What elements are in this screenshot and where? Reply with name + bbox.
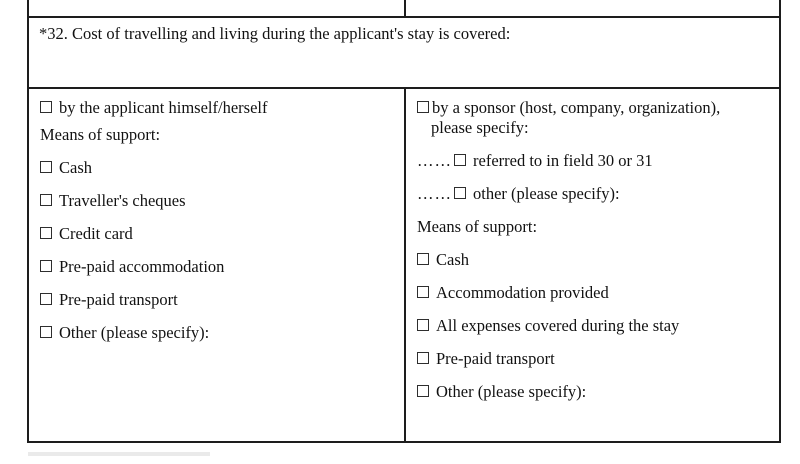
checkbox-cash-left-icon[interactable] [40, 161, 52, 173]
option-by-applicant-label: by the applicant himself/herself [59, 98, 268, 117]
checkbox-cash-right-icon[interactable] [417, 253, 429, 265]
option-other-right[interactable] [417, 382, 771, 402]
dotted-prefix: …… [417, 151, 452, 170]
applicant-column [29, 89, 406, 441]
option-prepaid-accommodation[interactable] [40, 257, 396, 277]
checkbox-by-applicant-icon[interactable] [40, 101, 52, 113]
option-other-left[interactable] [40, 323, 396, 343]
checkbox-other-right-icon[interactable] [417, 385, 429, 397]
field-32-title: *32. Cost of travelling and living during the applicant's stay is covered: [39, 24, 511, 43]
checkbox-prepaid-transport-right-icon[interactable] [417, 352, 429, 364]
means-of-support-label-left: Means of support: [40, 125, 161, 144]
option-cash-right-label: Cash [436, 250, 469, 269]
option-prepaid-transport-right[interactable] [417, 349, 771, 369]
option-referred-field-30-31[interactable] [417, 151, 771, 171]
checkbox-prepaid-transport-left-icon[interactable] [40, 293, 52, 305]
option-sponsor-other-specify[interactable] [417, 184, 771, 204]
sponsor-column [406, 89, 779, 441]
option-sponsor-other-label: other (please specify): [473, 184, 620, 203]
checkbox-sponsor-other-icon[interactable] [454, 187, 466, 199]
checkbox-prepaid-accommodation-icon[interactable] [40, 260, 52, 272]
option-travellers-cheques-label: Traveller's cheques [59, 191, 186, 210]
checkbox-all-expenses-icon[interactable] [417, 319, 429, 331]
checkbox-referred-icon[interactable] [454, 154, 466, 166]
option-credit-card[interactable] [40, 224, 396, 244]
option-all-expenses-label: All expenses covered during the stay [436, 316, 680, 335]
means-of-support-label-right: Means of support: [417, 217, 538, 236]
previous-row-divider [404, 0, 406, 16]
option-accommodation-provided[interactable] [417, 283, 771, 303]
previous-row-stub [27, 0, 781, 16]
checkbox-other-left-icon[interactable] [40, 326, 52, 338]
option-by-applicant[interactable] [40, 98, 396, 118]
option-prepaid-transport-left[interactable] [40, 290, 396, 310]
option-accommodation-provided-label: Accommodation provided [436, 283, 609, 302]
checkbox-accommodation-provided-icon[interactable] [417, 286, 429, 298]
option-cash-right[interactable] [417, 250, 771, 270]
field-32-header [27, 16, 781, 89]
option-other-left-label: Other (please specify): [59, 323, 210, 342]
checkbox-by-sponsor-icon[interactable] [417, 101, 429, 113]
option-other-right-label: Other (please specify): [436, 382, 587, 401]
option-travellers-cheques[interactable] [40, 191, 396, 211]
next-row-edge [28, 452, 210, 456]
option-by-sponsor-line1[interactable] [417, 98, 771, 118]
option-all-expenses-covered[interactable] [417, 316, 771, 336]
option-referred-label: referred to in field 30 or 31 [473, 151, 653, 170]
option-prepaid-transport-right-label: Pre-paid transport [436, 349, 555, 368]
option-by-sponsor-line2: please specify: [431, 118, 529, 137]
option-by-sponsor-label: by a sponsor (host, company, organization), [432, 98, 721, 117]
option-cash-left[interactable] [40, 158, 396, 178]
checkbox-credit-card-icon[interactable] [40, 227, 52, 239]
checkbox-travellers-cheques-icon[interactable] [40, 194, 52, 206]
option-credit-card-label: Credit card [59, 224, 133, 243]
option-prepaid-transport-left-label: Pre-paid transport [59, 290, 178, 309]
option-prepaid-accommodation-label: Pre-paid accommodation [59, 257, 225, 276]
dotted-prefix: …… [417, 184, 452, 203]
field-32-options [27, 89, 781, 443]
field-32-table [27, 0, 781, 443]
option-cash-left-label: Cash [59, 158, 92, 177]
option-by-sponsor[interactable] [417, 98, 771, 138]
